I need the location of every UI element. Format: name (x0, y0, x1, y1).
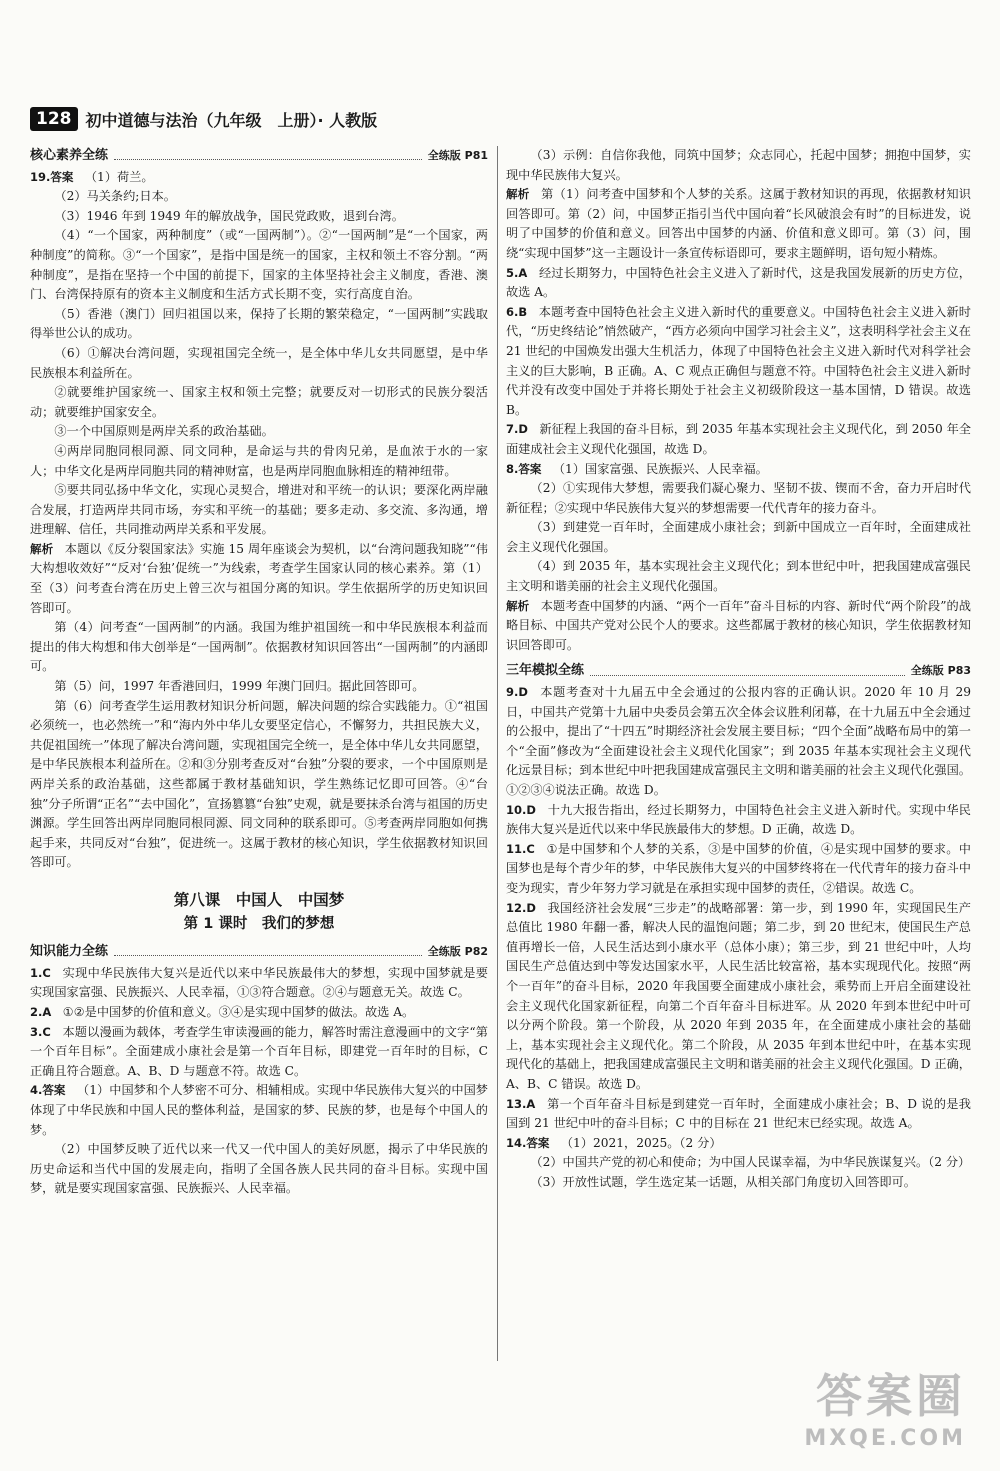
answer-label: 6.B (506, 304, 539, 319)
answer-paragraph (506, 1095, 971, 1134)
answer-paragraph (506, 899, 971, 1095)
answer-label: 9.D (506, 685, 540, 700)
answer-text: 实现中华民族伟大复兴是近代以来中华民族最伟大的梦想，实现中国梦就是要实现国家富强、民族振兴、人民幸福，①③符合题意。②④与题意无关。故选 C。 (30, 965, 488, 1000)
answer-paragraph (30, 442, 488, 481)
answer-paragraph (506, 460, 971, 480)
answer-label: 12.D (506, 900, 548, 915)
answer-text: （2）马关条约;日本。 (54, 189, 176, 204)
answer-paragraph (506, 420, 971, 459)
answer-paragraph (506, 303, 971, 421)
answer-paragraph (30, 964, 488, 1003)
answer-paragraph (506, 518, 971, 557)
q19-block (30, 168, 488, 873)
section-header-core (30, 146, 488, 166)
knowledge-answers (30, 964, 488, 1199)
answer-label: 2.A (30, 1004, 63, 1019)
lesson-title: 第八课 中国人 中国梦 (173, 890, 345, 909)
section-title: 知识能力全练 (30, 944, 109, 960)
answer-paragraph (30, 1023, 488, 1082)
answer-paragraph (30, 207, 488, 227)
answer-text: ②就要维护国家统一、国家主权和领土完整；就要反对一切形式的民族分裂活动；就要维护国家安全。 (30, 385, 488, 419)
answer-text: 新征程上我国的奋斗目标，到 2035 年基本实现社会主义现代化，到 2050 年全面建成社会主义现代化强国，故选 D。 (506, 422, 971, 456)
answer-paragraph (30, 305, 488, 344)
answer-text: 本题考查中国梦的内涵、“两个一百年”奋斗目标的内容、新时代“两个阶段”的战略目标、中国共产党对公民个人的要求。这些都属于教材的核心知识，学生依据教材知识回答即可。 (506, 598, 971, 652)
answer-paragraph (30, 1003, 488, 1023)
answer-paragraph (30, 168, 488, 188)
answer-label: 1.C (30, 965, 63, 980)
left-column (30, 146, 488, 1199)
section-ref: 全练版 P83 (910, 664, 971, 678)
answer-paragraph (30, 226, 488, 304)
answer-text: ①②是中国梦的价值和意义。③④是实现中国梦的做法。故选 A。 (62, 1004, 415, 1019)
section-title: 核心素养全练 (30, 148, 109, 163)
answer-text: 第（6）问考查学生运用教材知识分析问题，解决问题的综合实践能力。①“祖国必须统一，也必然统一”和“海内外中华儿女要坚定信心，不懈努力，共担民族大义，共促祖国统一”体现了解决台湾问题，实现祖国完全统一，是全体中华儿女共同愿望，是中华民族根本利益所在。②和③分别考查反对“台独”分裂的要求，一个中国原则是两岸关系的政治基础，这些都属于教材基础知识，学生熟练记忆即可回答。④“台独”分子所谓“正名”“去中国化”，宣扬篡篡“台独”史观，就是要抹杀台湾与祖国的历史渊源。学生回答出两岸同胞同根同源、同文同种的联系即可。⑤考查两岸同胞如何携起手来，共同反对“台独”，促进统一。这属于教材的核心知识，学生依据教材知识回答即可。 (30, 698, 488, 870)
answer-text: （3）1946 年到 1949 年的解放战争，国民党政败，退到台湾。 (54, 208, 404, 223)
answer-paragraph (30, 383, 488, 422)
answer-text: 第（4）问考查“一国两制”的内涵。我国为维护祖国统一和中华民族根本利益而提出的伟大构想和伟大创举是“一国两制”。依据教材知识回答出“一国两制”的内涵即可。 (30, 620, 488, 674)
answer-text: （3）到建党一百年时，全面建成小康社会；到新中国成立一百年时，全面建成社会主义现代化强国。 (506, 520, 971, 554)
answer-paragraph (506, 185, 971, 263)
answer-text: 本题以《反分裂国家法》实施 15 周年座谈会为契机，以“台湾问题我知晓”“伟大构想收效好”“反对‘台独’促统一”为线索，考查学生国家认同的核心素养。第（1）至（3）问考查台湾在历史上曾三次与祖国分离的知识。学生依据所学的历史知识回答即可。 (30, 541, 488, 615)
answer-label: 5.A (506, 265, 539, 280)
answer-paragraph (506, 1173, 971, 1193)
answer-label: 4.答案 (30, 1083, 77, 1098)
leader-dots (114, 151, 422, 160)
page-header (30, 104, 377, 134)
answer-label: 3.C (30, 1024, 63, 1039)
answer-text: 十九大报告指出，经过长期努力，中国特色社会主义进入新时代。实现中华民族伟大复兴是近代以来中华民族最伟大的梦想。D 正确，故选 D。 (506, 802, 971, 837)
section-ref: 全练版 P81 (427, 149, 488, 162)
answer-text: 第（5）问，1997 年香港回归，1999 年澳门回归。据此回答即可。 (54, 679, 425, 694)
answer-text: ③一个中国原则是两岸关系的政治基础。 (54, 424, 274, 439)
answer-text: 本题考查对十九届五中全会通过的公报内容的正确认识。2020 年 10 月 29 日，中国共产党第十九届中央委员会第五次全体会议胜利闭幕，在十九届五中全会通过的公报中，提出了“十四五”时期经济社会发展主要目标；“四个全面”战略布局中的第一个“全面”修改为“全面建设社会主义现代化国家”；到 2035 年基本实现社会主义现代化远景目标；到本世纪中叶把我国建成富强民主文明和谐美丽的社会主义现代化强国。①②③④说法正确。故选 D。 (506, 685, 971, 797)
leader-dots (590, 667, 905, 676)
answer-text: （1）国家富强、民族振兴、人民幸福。 (552, 461, 768, 476)
answer-label: 8.答案 (506, 461, 553, 476)
book-title: 初中道德与法治（九年级 上册）· 人教版 (85, 110, 378, 130)
answer-paragraph (30, 677, 488, 697)
answer-text: （3）开放性试题，学生选定某一话题，从相关部门角度切入回答即可。 (530, 1174, 916, 1189)
answer-paragraph (506, 840, 971, 899)
watermark-text: 答案圈 (816, 1369, 966, 1423)
answer-label: 11.C (506, 841, 547, 856)
answer-text: （1）荷兰。 (84, 169, 154, 184)
answer-text: （6）①解决台湾问题，实现祖国完全统一，是全体中华儿女共同愿望，是中华民族根本利益所在。 (30, 345, 488, 380)
right-column (506, 146, 971, 1192)
lesson-subtitle: 第 1 课时 我们的梦想 (183, 915, 335, 932)
answer-label: 19.答案 (30, 169, 85, 184)
answer-paragraph (506, 683, 971, 801)
answer-text: （2）中国共产党的初心和使命；为中国人民谋幸福，为中华民族谋复兴。（2 分） (530, 1155, 971, 1170)
answer-paragraph (506, 801, 971, 840)
answer-text: 第（1）问考查中国梦和个人梦的关系。这属于教材知识的再现，依据教材知识回答即可。第（2）问，中国梦正指引当代中国向着“长风破浪会有时”的目标进发，说明了中国梦的价值和意义。回答出中国梦的内涵、价值和意义即可。第（3）问，围绕“实现中国梦”这一主题设计一条宣传标语即可，要求主题鲜明，语句短小精炼。 (506, 187, 971, 260)
answer-text: 本题考查中国特色社会主义进入新时代的重要意义。中国特色社会主义进入新时代，“历史终结论”悄然破产，“西方必须向中国学习社会主义”，这表明科学社会主义在 21 世纪的中国焕发出强大生机活力，体现了中国特色社会主义进入新时代对科学社会主义的巨大影响，B 正确。A、C 观点正确但与题意不符。中国特色社会主义进入新时代并没有改变中国处于并将长期处于社会主义初级阶段这一基本国情，D 错误。故选 B。 (506, 304, 971, 417)
column-divider (497, 146, 498, 1361)
watermark-url: MXQE.COM (804, 1426, 966, 1451)
mock-answers (506, 683, 971, 1192)
section-title: 三年模拟全练 (506, 663, 585, 679)
leader-dots (114, 947, 422, 956)
answer-label: 解析 (506, 187, 541, 202)
answer-text: （2）①实现伟大梦想，需要我们凝心聚力、坚韧不拔、锲而不舍，奋力开启时代新征程；②实现中华民族伟大复兴的梦想需要一代代青年的接力奋斗。 (506, 481, 971, 515)
answer-label: 解析 (506, 598, 541, 613)
answer-text: 我国经济社会发展“三步走”的战略部署：第一步，到 1990 年，实现国民生产总值比 1980 年翻一番，解决人民的温饱问题；第二步，到 20 世纪末，使国民生产总值再增长一倍，人民生活达到小康水平（总体小康）；第三步，到 21 世纪中叶，人均国民生产总值达到中等发达国家水平，人民生活比较富裕，基本实现现代化。按照“两个一百年”的奋斗目标，2020 年我国要全面建成小康社会，乘势而上开启全面建设社会主义现代化国家新征程，向第二个百年奋斗目标进军。从 2020 年到本世纪中叶可以分两个阶段。第一个阶段，从 2020 年到 2035 年，在全面建成小康社会的基础上，基本实现社会主义现代化。第二个阶段，从 2035 年到本世纪中叶，在基本实现现代化的基础上，把我国建成富强民主文明和谐美丽的社会主义现代化强国。D 正确，A、B、C 错误。故选 D。 (506, 900, 971, 1091)
answer-paragraph (30, 697, 488, 873)
answer-text: （4）“一个国家，两种制度”（或“一国两制”）。②“一国两制”是“一个国家，两种制度”的简称。③“一个国家”，是指中国是统一的国家，主权和领土不容分割。“两种制度”，是指在坚持一个中国的前提下，国家的主体坚持社会主义制度，香港、澳门、台湾保持原有的资本主义制度和生活方式长期不变，实行高度自治。 (30, 228, 488, 302)
answer-text: （4）到 2035 年，基本实现社会主义现代化；到本世纪中叶，把我国建成富强民主文明和谐美丽的社会主义现代化强国。 (506, 559, 971, 594)
section-ref: 全练版 P82 (427, 945, 488, 959)
answer-label: 13.A (506, 1096, 547, 1111)
page-number: 128 (30, 107, 78, 131)
answer-paragraph (30, 618, 488, 677)
section-header-knowledge (30, 942, 488, 962)
answer-text: （5）香港（澳门）回归祖国以来，保持了长期的繁荣稳定，“一国两制”实践取得举世公认的成功。 (30, 306, 488, 341)
answer-text: ⑤要共同弘扬中华文化，实现心灵契合，增进对和平统一的认识；要深化两岸融合发展，打造两岸共同市场，夯实和平统一的基础；要多走动、多交流、多沟通，增进理解、信任，共同推动两岸关系和平发展。 (30, 483, 488, 537)
answer-paragraph (30, 481, 488, 540)
answer-label: 14.答案 (506, 1135, 561, 1150)
answer-text: 本题以漫画为载体，考查学生审读漫画的能力，解答时需注意漫画中的文字“第一个百年目标”。全面建成小康社会是第一个百年目标，即建党一百年时的目标，C 正确且符合题意。A、B、D 与题意不符。故选 C。 (30, 1024, 488, 1078)
answer-paragraph (30, 422, 488, 442)
answer-paragraph (506, 1153, 971, 1173)
answer-paragraph (506, 597, 971, 656)
answer-text: 经过长期努力，中国特色社会主义进入了新时代，这是我国发展新的历史方位，故选 A。 (506, 265, 971, 300)
right-top-answers (506, 146, 971, 655)
answer-paragraph (30, 344, 488, 383)
answer-text: 第一个百年奋斗目标是到建党一百年时，全面建成小康社会；B、D 说的是我国到 21 世纪中叶的奋斗目标；C 中的目标在 21 世纪末已经实现。故选 A。 (506, 1096, 971, 1131)
answer-paragraph (506, 557, 971, 596)
answer-text: ①是中国梦和个人梦的关系，③是中国梦的价值，④是实现中国梦的要求。中国梦也是每个青少年的梦，中华民族伟大复兴的中国梦终将在一代代青年的接力奋斗中变为现实，青少年努力学习就是在承担实现中国梦的责任，②错误。故选 C。 (506, 841, 971, 895)
answer-text: （1）中国梦和个人梦密不可分、相辅相成。实现中华民族伟大复兴的中国梦体现了中华民族和中国人民的整体利益，是国家的梦、民族的梦，也是每个中国人的梦。 (30, 1083, 488, 1137)
answer-paragraph (506, 146, 971, 185)
answer-paragraph (30, 540, 488, 618)
answer-label: 解析 (30, 541, 65, 556)
answer-text: （1）2021，2025。（2 分） (560, 1135, 722, 1150)
section-header-mock (506, 661, 971, 681)
answer-text: （3）示例：自信你我他，同筑中国梦；众志同心，托起中国梦；拥抱中国梦，实现中华民族伟大复兴。 (506, 148, 971, 182)
answer-paragraph (30, 187, 488, 207)
answer-paragraph (30, 1140, 488, 1199)
answer-text: （2）中国梦反映了近代以来一代又一代中国人的美好夙愿，揭示了中华民族的历史命运和当代中国的发展走向，指明了全国各族人民共同的奋斗目标。实现中国梦，就是要实现国家富强、民族振兴、人民幸福。 (30, 1142, 488, 1196)
answer-label: 10.D (506, 802, 548, 817)
answer-paragraph (506, 479, 971, 518)
answer-paragraph (506, 264, 971, 303)
answer-text: ④两岸同胞同根同源、同文同种，是命运与共的骨肉兄弟，是血浓于水的一家人；中华文化是两岸同胞共同的精神财富，也是两岸同胞血脉相连的精神纽带。 (30, 443, 488, 478)
answer-label: 7.D (506, 422, 540, 437)
answer-paragraph (30, 1081, 488, 1140)
watermark (804, 1360, 966, 1451)
answer-paragraph (506, 1134, 971, 1154)
